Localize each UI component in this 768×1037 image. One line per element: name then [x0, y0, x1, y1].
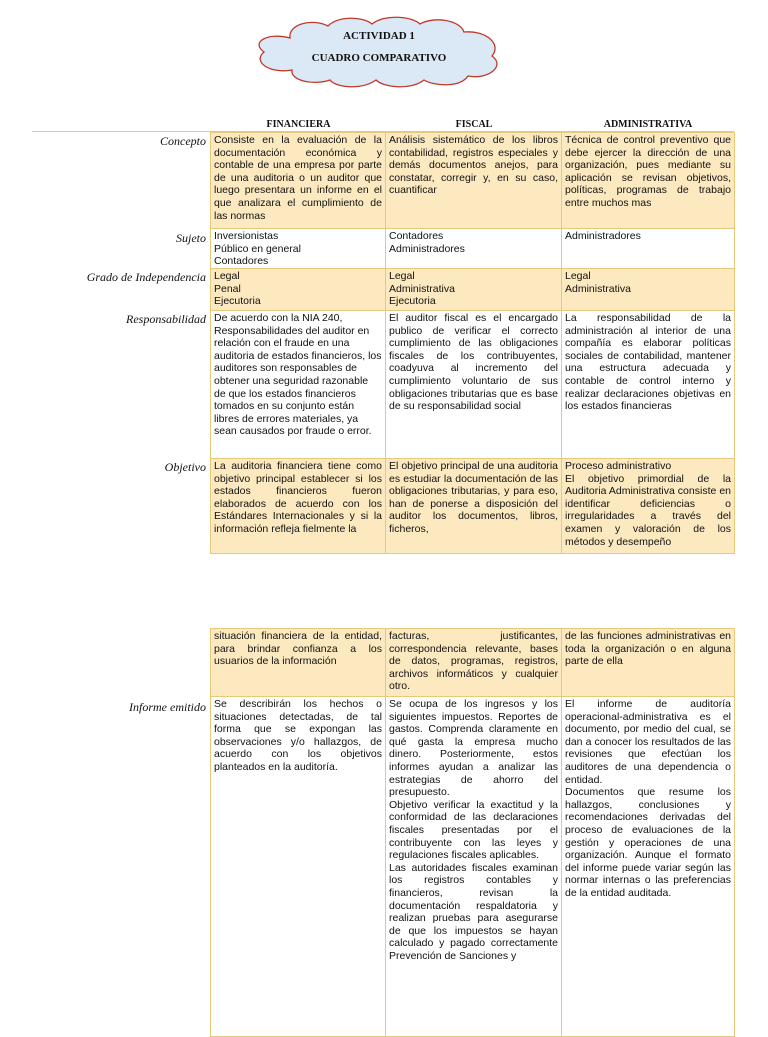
cell-sujeto-financiera [211, 229, 386, 269]
cell-objetivo-administrativa [562, 459, 735, 554]
title-line-1: ACTIVIDAD 1 [343, 30, 415, 42]
cell-responsabilidad-fiscal: El auditor fiscal es el encargado publico de verificar el correcto cumplimiento de las obligaciones fiscales de los contribuyentes, coadyuva al incremento del cumplimiento voluntario de sus obligaciones tributarias que es base de su responsabilidad social [386, 311, 562, 459]
table-row-independencia [211, 269, 735, 311]
cell-concepto-administrativa: Técnica de control preventivo que debe ejercer la dirección de una organización, pues mediante su aplicación se revisan objetivos, políticas, programas de trabajo entre muchos mas [562, 133, 735, 229]
independencia-fiscal-item: Legal [389, 270, 415, 282]
independencia-administrativa-item: Administrativa [565, 282, 631, 295]
cloud-shape [250, 14, 508, 88]
informe-administrativa-paragraph: Documentos que resume los hallazgos, conclusiones y recomendaciones derivadas del proceso de evaluaciones de la gestión y operaciones de una organización. Aunque el formato del informe puede variar según las normar internas o las preferencias de la entidad auditada. [565, 786, 731, 899]
cell-objetivo-cont-administrativa: de las funciones administrativas en toda la organización o en alguna parte de ella [562, 629, 735, 697]
column-header-fiscal: FISCAL [455, 119, 493, 130]
cell-independencia-administrativa [562, 269, 735, 311]
row-label-informe: Informe emitido [129, 700, 206, 714]
sujeto-administrativa-item: Administradores [565, 230, 641, 242]
sujeto-fiscal-item: Administradores [389, 242, 465, 255]
independencia-fiscal-item: Administrativa [389, 282, 455, 295]
table-row-informe [211, 697, 735, 1037]
cell-independencia-fiscal [386, 269, 562, 311]
cell-informe-fiscal [386, 697, 562, 1037]
cell-responsabilidad-financiera: De acuerdo con la NIA 240, Responsabilidades del auditor en relación con el fraude en una auditoria de estados financieros, los auditores son responsables de obtener una seguridad razonable de que los estados financieros tomados en su conjunto están libres de errores materiales, ya sean causados por fraude o error. [211, 311, 386, 459]
sujeto-financiera-item: Público en general [214, 242, 301, 255]
title-line-2: CUADRO COMPARATIVO [311, 52, 447, 64]
independencia-financiera-item: Penal [214, 282, 241, 295]
row-label-objetivo: Objetivo [164, 460, 206, 474]
cell-independencia-financiera [211, 269, 386, 311]
cell-sujeto-administrativa [562, 229, 735, 269]
cell-concepto-financiera: Consiste en la evaluación de la documentación económica y contable de una empresa por parte de una auditoria o un auditor que luego presentara un informe en el que analizara el cumplimiento de las normas [211, 133, 386, 229]
title-cloud [250, 14, 508, 88]
informe-fiscal-paragraph: Las autoridades fiscales examinan los registros contables y financieros, revisan la documentación respaldatoria y realizan pruebas para asegurarse de que los impuestos se hayan calculado y pagado correctamente Prevención de Sanciones y [389, 861, 558, 962]
table-row-objetivo-cont [211, 629, 735, 697]
cell-objetivo-financiera: La auditoria financiera tiene como objetivo principal establecer si los estados financieros fueron elaborados de acuerdo con los Estándares Internacionales y si la información refleja fielmente la [211, 459, 386, 554]
sujeto-financiera-item: Inversionistas [214, 230, 279, 242]
comparison-table-page-2 [210, 628, 735, 1037]
cell-concepto-fiscal: Análisis sistemático de los libros contabilidad, registros especiales y demás documentos anejos, para constatar, corregir y, en su caso, cuantificar [386, 133, 562, 229]
cell-responsabilidad-administrativa: La responsabilidad de la administración al interior de una compañía es elaborar políticas sociales de contabilidad, mantener una estructura adecuada y contable de control interno y realizar declaraciones objetivas en los estados financieras [562, 311, 735, 459]
cell-objetivo-cont-fiscal: facturas, justificantes, correspondencia relevante, bases de datos, programas, registros, archivos informáticos y cualquier otro. [386, 629, 562, 697]
table-row-concepto [211, 133, 735, 229]
independencia-administrativa-item: Legal [565, 270, 591, 282]
table-row-objetivo [211, 459, 735, 554]
table-row-responsabilidad [211, 311, 735, 459]
cell-sujeto-fiscal [386, 229, 562, 269]
objetivo-administrativa-text: El objetivo primordial de la Auditoria Administrativa consiste en identificar deficiencias o irregularidades a través del examen y valoración de los métodos y desempeño [565, 472, 731, 548]
sujeto-financiera-item: Contadores [214, 255, 269, 268]
row-label-independencia: Grado de Independencia [86, 270, 206, 284]
independencia-fiscal-item: Ejecutoria [389, 295, 436, 308]
row-label-concepto: Concepto [160, 134, 206, 148]
row-label-sujeto: Sujeto [176, 231, 206, 245]
cell-objetivo-fiscal: El objetivo principal de una auditoria es estudiar la documentación de las obligaciones tributarias, y para eso, han de ponerse a disposición del auditor los documentos, libros, ficheros, [386, 459, 562, 554]
table-row-sujeto [211, 229, 735, 269]
objetivo-administrativa-heading: Proceso administrativo [565, 460, 672, 472]
informe-fiscal-paragraph: Se ocupa de los ingresos y los siguientes impuestos. Reportes de gastos. Comprenda claramente en qué gasta la empresa mucho dinero. Posteriormente, estos informes ayudan a analizar las estrategias de ahorro del presupuesto. [389, 698, 558, 799]
cell-informe-administrativa [562, 697, 735, 1037]
comparison-table-page-1 [210, 132, 735, 554]
informe-fiscal-paragraph: Objetivo verificar la exactitud y la conformidad de las declaraciones fiscales presentadas por el contribuyente con las leyes y regulaciones fiscales aplicables. [389, 798, 558, 862]
column-header-administrativa: ADMINISTRATIVA [603, 119, 693, 130]
row-label-responsabilidad: Responsabilidad [126, 312, 206, 326]
independencia-financiera-item: Ejecutoria [214, 295, 261, 308]
independencia-financiera-item: Legal [214, 270, 240, 282]
column-header-financiera: FINANCIERA [266, 119, 331, 130]
informe-administrativa-paragraph: El informe de auditoría operacional-administrativa es el documento, por medio del cual, se dan a conocer los resultados de las revisiones que efectúan los auditores de una dependencia o entidad. [565, 698, 731, 786]
cell-objetivo-cont-financiera: situación financiera de la entidad, para brindar confianza a los usuarios de la información [211, 629, 386, 697]
sujeto-fiscal-item: Contadores [389, 230, 444, 242]
cell-informe-financiera: Se describirán los hechos o situaciones detectadas, de tal forma que se expongan las observaciones y/o hallazgos, de acuerdo con los objetivos planteados en la auditoría. [211, 697, 386, 1037]
